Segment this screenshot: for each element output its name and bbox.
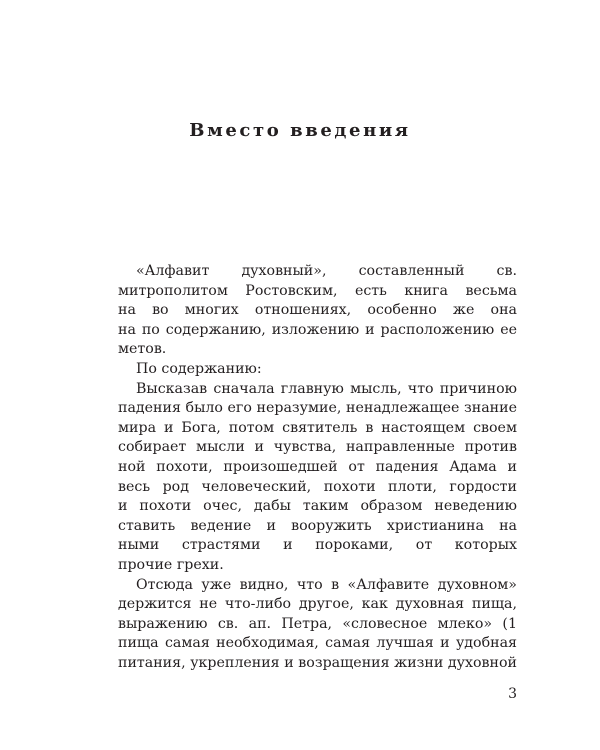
text-line: собирает мысли и чувства, направленные против bbox=[118, 439, 517, 456]
text-line: метов. bbox=[118, 341, 167, 358]
paragraph bbox=[118, 576, 517, 674]
text-line: Высказав сначала главную мысль, что причиною bbox=[136, 380, 517, 397]
text-line: весь род человеческий, похоти плоти, гордости bbox=[118, 478, 517, 495]
text-line: мира и Бога, потом святитель в настоящем своем bbox=[118, 419, 517, 436]
text-line: питания, укрепления и возращения жизни духовной bbox=[118, 654, 517, 671]
text-line: По содержанию: bbox=[136, 360, 262, 377]
paragraph bbox=[118, 360, 517, 380]
text-line: падения было его неразумие, ненадлежащее знание bbox=[118, 400, 517, 417]
body-text bbox=[118, 262, 517, 673]
text-line: держится не что-либо другое, как духовная пища, bbox=[118, 596, 517, 613]
paragraph bbox=[118, 380, 517, 576]
text-line: выражению св. ап. Петра, «словесное млеко» (1 bbox=[118, 615, 517, 632]
page-number: 3 bbox=[508, 686, 517, 702]
text-line: на во многих отношениях, особенно же она bbox=[118, 302, 517, 319]
text-line: на по содержанию, изложению и расположению ее bbox=[118, 321, 517, 338]
text-line: ными страстями и пороками, от которых bbox=[118, 537, 517, 554]
text-line: прочие грехи. bbox=[118, 556, 224, 573]
text-line: Отсюда уже видно, что в «Алфавите духовном» bbox=[136, 576, 517, 593]
paragraph bbox=[118, 262, 517, 360]
text-line: и похоти очес, дабы таким образом неведению bbox=[118, 498, 517, 515]
text-line: митрополитом Ростовским, есть книга весьма bbox=[118, 282, 517, 299]
text-line: пища самая необходимая, самая лучшая и удобная bbox=[118, 635, 517, 652]
text-line: «Алфавит духовный», составленный св. bbox=[136, 263, 517, 279]
text-line: ставить ведение и вооружить христианина на bbox=[118, 517, 517, 534]
page-title: Вместо введения bbox=[189, 120, 411, 141]
text-line: ной похоти, произошедшей от падения Адама и bbox=[118, 458, 517, 475]
